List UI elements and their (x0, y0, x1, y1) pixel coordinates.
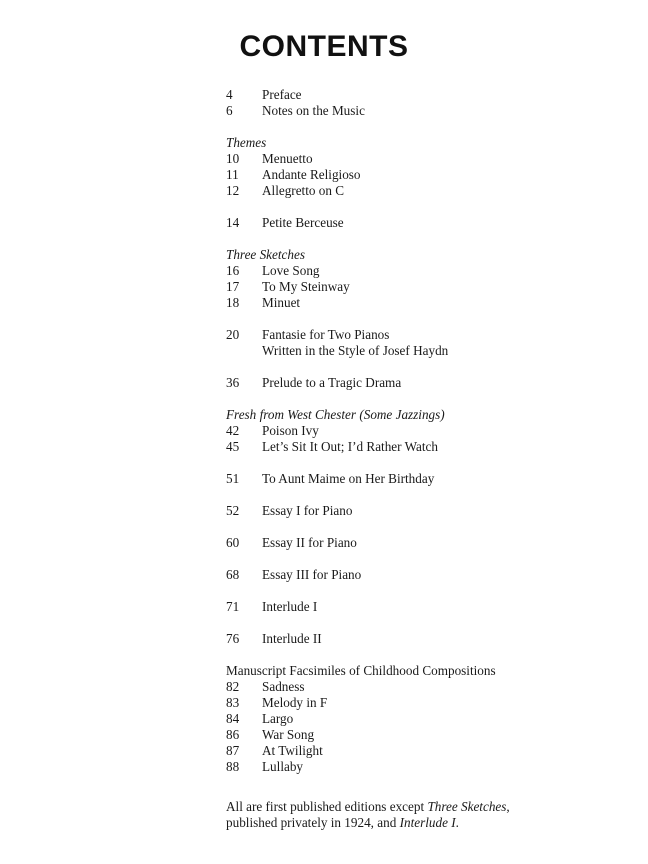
toc-title: Interlude II (262, 631, 322, 646)
toc-page-number: 60 (226, 535, 240, 550)
toc-entry (226, 183, 626, 199)
toc-page-number: 14 (226, 215, 240, 230)
toc-entry (226, 535, 626, 551)
toc-title: Fantasie for Two Pianos (262, 327, 390, 342)
toc-page-number: 86 (226, 727, 240, 742)
toc-title: To Aunt Maime on Her Birthday (262, 471, 435, 486)
toc-page-number: 18 (226, 295, 240, 310)
toc-entry-continuation (226, 343, 626, 359)
table-of-contents (226, 87, 626, 775)
toc-entry (226, 567, 626, 583)
toc-title: Interlude I (262, 599, 318, 614)
toc-title: Andante Religioso (262, 167, 361, 182)
toc-entry (226, 263, 626, 279)
toc-title: To My Steinway (262, 279, 350, 294)
toc-page-number: 17 (226, 279, 240, 294)
toc-page-number: 83 (226, 695, 240, 710)
toc-title: Allegretto on C (262, 183, 345, 198)
toc-page-number: 84 (226, 711, 240, 726)
toc-title: Love Song (262, 263, 320, 278)
toc-page-number: 6 (226, 103, 233, 118)
toc-title: Largo (262, 711, 294, 726)
page-title: CONTENTS (239, 30, 409, 63)
toc-page-number: 42 (226, 423, 240, 438)
toc-section-heading: Themes (226, 135, 267, 150)
toc-title: Essay III for Piano (262, 567, 362, 582)
toc-title: Petite Berceuse (262, 215, 344, 230)
footnote (226, 799, 626, 831)
toc-title: Poison Ivy (262, 423, 319, 438)
footnote-text: , (506, 799, 510, 814)
toc-page-number: 87 (226, 743, 240, 758)
toc-title: Sadness (262, 679, 305, 694)
toc-page-number: 71 (226, 599, 240, 614)
toc-title: Lullaby (262, 759, 304, 774)
toc-entry (226, 279, 626, 295)
toc-entry (226, 423, 626, 439)
footnote-text: All are first published editions except (226, 799, 428, 814)
footnote-text: published privately in 1924, and (226, 815, 400, 830)
toc-entry (226, 743, 626, 759)
footnote-italic-title: Three Sketches (427, 799, 507, 814)
toc-title: Prelude to a Tragic Drama (262, 375, 402, 390)
toc-entry (226, 439, 626, 455)
toc-entry (226, 327, 626, 343)
toc-entry (226, 711, 626, 727)
toc-page-number: 16 (226, 263, 240, 278)
toc-page-number: 45 (226, 439, 240, 454)
toc-page-number: 52 (226, 503, 240, 518)
toc-page-number: 10 (226, 151, 240, 166)
toc-entry (226, 695, 626, 711)
toc-entry (226, 87, 626, 103)
toc-title: Minuet (262, 295, 301, 310)
toc-page-number: 76 (226, 631, 240, 646)
toc-title: Notes on the Music (262, 103, 365, 118)
toc-page-number: 11 (226, 167, 239, 182)
toc-entry (226, 503, 626, 519)
toc-title: Preface (262, 87, 302, 102)
toc-title: At Twilight (262, 743, 323, 758)
toc-section-heading: Manuscript Facsimiles of Childhood Compositions (226, 663, 496, 678)
toc-page-number: 82 (226, 679, 240, 694)
toc-subtitle: Written in the Style of Josef Haydn (262, 343, 449, 358)
footnote-italic-title: Interlude I (399, 815, 456, 830)
toc-page-number: 20 (226, 327, 240, 342)
toc-page-number: 88 (226, 759, 240, 774)
footnote-text: . (455, 815, 459, 830)
toc-entry (226, 471, 626, 487)
toc-entry (226, 631, 626, 647)
toc-entry (226, 599, 626, 615)
toc-entry (226, 679, 626, 695)
toc-page-number: 51 (226, 471, 240, 486)
toc-title: Essay II for Piano (262, 535, 357, 550)
toc-title: Let’s Sit It Out; I’d Rather Watch (262, 439, 438, 454)
toc-entry (226, 727, 626, 743)
footnote-line (226, 799, 626, 815)
toc-page-number: 68 (226, 567, 240, 582)
toc-entry (226, 215, 626, 231)
toc-section-heading: Three Sketches (226, 247, 305, 262)
toc-entry (226, 103, 626, 119)
toc-entry (226, 167, 626, 183)
toc-title: Menuetto (262, 151, 313, 166)
toc-entry (226, 151, 626, 167)
toc-entry (226, 375, 626, 391)
toc-entry (226, 759, 626, 775)
toc-title: War Song (262, 727, 315, 742)
toc-page-number: 4 (226, 87, 233, 102)
footnote-line (226, 815, 626, 831)
toc-title: Melody in F (262, 695, 328, 710)
toc-entry (226, 295, 626, 311)
toc-section-heading: Fresh from West Chester (Some Jazzings) (226, 407, 445, 422)
toc-title: Essay I for Piano (262, 503, 353, 518)
toc-page-number: 12 (226, 183, 240, 198)
toc-page-number: 36 (226, 375, 240, 390)
